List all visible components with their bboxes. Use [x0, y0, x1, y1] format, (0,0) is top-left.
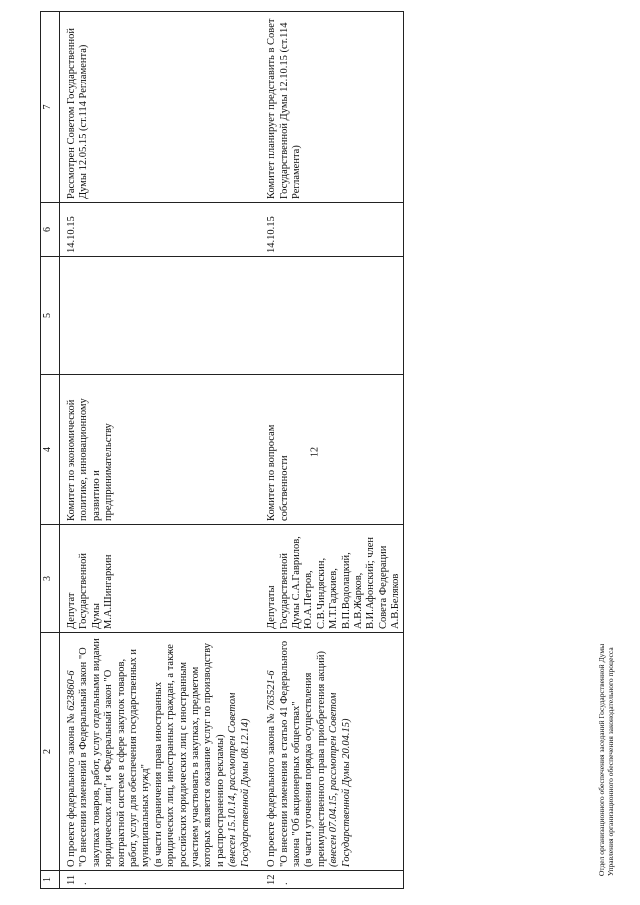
- table-row: [252, 12, 403, 889]
- bills-table: [40, 11, 404, 889]
- column-header: 4: [41, 375, 60, 525]
- date-cell: 14.10.15: [252, 203, 403, 257]
- footer-line-1: Отдел организационного обеспечения заседаний Государственной Думы: [597, 643, 606, 877]
- bill-number: 763521-6: [266, 670, 278, 711]
- bill-number: 623860-6: [66, 670, 77, 711]
- table-row: [60, 12, 253, 889]
- bill-purpose: (в части уточнения порядка осуществления преимущественного права приобретения акций): [303, 651, 327, 867]
- column-header: 6: [41, 203, 60, 257]
- page-number: 12: [309, 447, 321, 457]
- footer: [597, 644, 615, 876]
- initiator-cell: Депутат Государственной Думы М.А.Шингаркин: [60, 525, 253, 633]
- row-number: 11.: [60, 871, 253, 889]
- status-cell: Комитет планирует представить в Совет Государственной Думы 12.10.15 (ст.114 Регламента): [252, 12, 403, 203]
- bill-description: "О внесении изменения в статью 41 Федерального закона "Об акционерных обществах": [278, 640, 302, 867]
- column-5-cell: [252, 257, 403, 375]
- column-header: 2: [41, 633, 60, 871]
- bill-title: О проекте федерального закона №: [266, 710, 278, 867]
- bill-cell: [252, 633, 403, 871]
- status-cell: Рассмотрен Советом Государственной Думы 12.05.15 (ст.114 Регламента): [60, 12, 253, 203]
- column-header-row: [41, 12, 60, 889]
- date-cell: 14.10.15: [60, 203, 253, 257]
- column-header: 5: [41, 257, 60, 375]
- column-5-cell: [60, 257, 253, 375]
- bill-title: О проекте федерального закона №: [66, 710, 77, 867]
- bill-note: (внесен 07.04.15, рассмотрен Советом Государственной Думы 20.04.15): [328, 692, 352, 867]
- committee-cell: Комитет по экономической политике, инновационному развитию и предпринимательству: [60, 375, 253, 525]
- bill-note: (внесен 15.10.14, рассмотрен Советом Государственной Думы 08.12.14): [227, 692, 251, 867]
- column-header: 7: [41, 12, 60, 203]
- bill-description: "О внесении изменений в Федеральный закон "О закупках товаров, работ, услуг отдельными видами юридических лиц" и Федеральный закон "О контрактной системе в сфере закупок товаров, работ, услуг для обеспечения государственных и муниципальных нужд": [78, 638, 152, 867]
- row-number: 12.: [252, 871, 403, 889]
- bill-purpose: (в части ограничения права иностранных юридических лиц, иностранных граждан, а также российских юридических лиц с иностранным участием участвовать в закупках, предметом которых является оказание услуг по производству и распространению рекламы): [152, 643, 226, 867]
- column-header: 1: [41, 871, 60, 889]
- committee-cell: Комитет по вопросам собственности: [252, 375, 403, 525]
- bill-cell: [60, 633, 253, 871]
- initiator-cell: Депутаты Государственной Думы С.А.Гаврилов, Ю.А.Петров, С.В.Чиндяскин, М.Т.Гаджиев, В.П.Водолацкий, А.В.Жарков, В.И.Афонский; член Совета Федерации А.В.Беляков: [252, 525, 403, 633]
- footer-line-2: Управления организационного обеспечения законодательного процесса: [606, 647, 615, 877]
- column-header: 3: [41, 525, 60, 633]
- document-table-container: [40, 12, 437, 889]
